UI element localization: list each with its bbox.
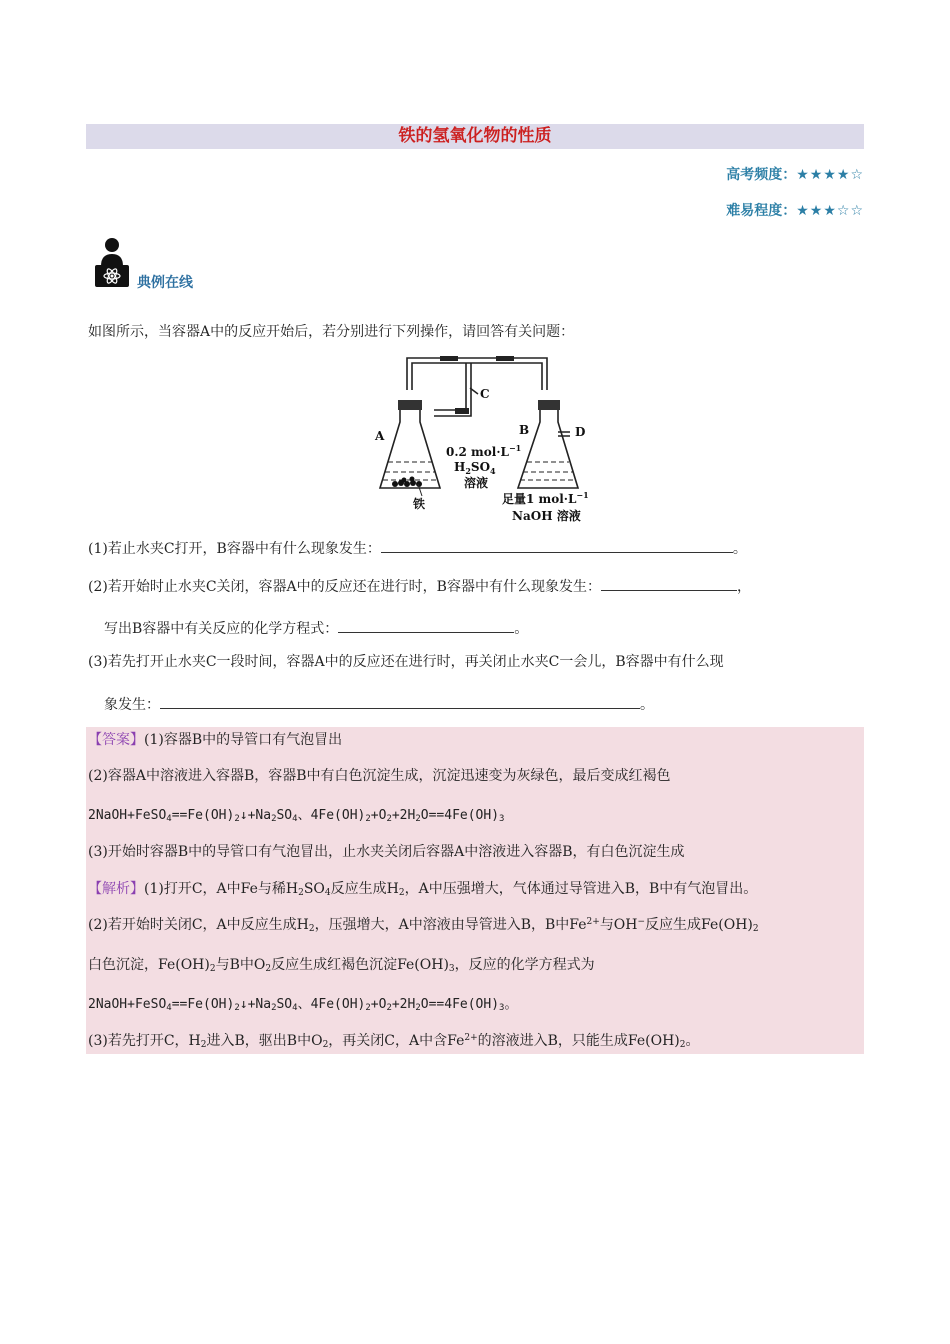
- question-intro: 如图所示，当容器A中的反应开始后，若分别进行下列操作，请回答有关问题：: [88, 324, 575, 340]
- analysis-equation: $2NaOH+FeSO_4==Fe(OH)_2↓+Na_2SO_4$、$4Fe(OH)_2+O_2+2H_2O==4Fe(OH)_3$。: [88, 997, 518, 1013]
- answer-tag: 【答案】: [88, 732, 144, 748]
- acid-solution-label: 溶液: [464, 476, 489, 490]
- label-c: C: [480, 387, 490, 401]
- analysis-line-5: (3)若先打开C，$H_2$进入B，驱出B中$O_2$，再关闭C，A中含$Fe^{2+}$的溶液进入B，只能生成$Fe(OH)_2$。: [88, 1033, 700, 1050]
- teacher-icon: [92, 236, 132, 290]
- answer-line-3: (3)开始时容器B中的导管口有气泡冒出，止水夹关闭后容器A中溶液进入容器B，有白色沉淀生成: [88, 844, 685, 860]
- acid-concentration-exponent: −1: [508, 443, 522, 453]
- analysis-line-2: (2)若开始时关闭C，A中反应生成$H_2$，压强增大，A中溶液由导管进入B，B中$Fe^{2+}$与OH−反应生成$Fe(OH)_2$: [88, 917, 759, 934]
- apparatus-diagram: [370, 350, 620, 526]
- svg-text:0.2 mol·L−1: [446, 443, 521, 459]
- svg-text:H2SO4: $H_2SO_4$: [454, 460, 496, 476]
- difficulty-rating: [726, 200, 864, 220]
- base-solution-label: NaOH 溶液: [512, 509, 581, 523]
- acid-concentration: 0.2 mol·L: [446, 445, 509, 459]
- answer-equation: $2NaOH+FeSO_4==Fe(OH)_2↓+Na_2SO_4$、$4Fe(OH)_2+O_2+2H_2O==4Fe(OH)_3$: [88, 808, 505, 824]
- analysis-tag: 【解析】: [88, 881, 144, 897]
- answer-blank-2[interactable]: [601, 576, 737, 591]
- label-d: D: [575, 425, 586, 439]
- page-title: 铁的氢氧化物的性质: [398, 126, 552, 146]
- question-1: (1)若止水夹C打开，B容器中有什么现象发生： 。: [88, 538, 747, 559]
- section-title: 典例在线: [137, 275, 193, 291]
- answer-line-1: 【答案】(1)容器B中的导管口有气泡冒出: [88, 732, 343, 748]
- question-2b: 写出B容器中有关反应的化学方程式： 。: [104, 618, 528, 639]
- answer-blank-1[interactable]: [381, 538, 733, 553]
- difficulty-label: 难易程度：: [726, 203, 797, 219]
- label-a: A: [375, 429, 385, 443]
- answer-blank-2b[interactable]: [338, 618, 514, 633]
- label-b: B: [519, 423, 530, 437]
- analysis-line-1: 【解析】(1)打开C，A中Fe与稀$H_2SO_4$反应生成$H_2$，A中压强增大，气体通过导管进入B，B中有气泡冒出。: [88, 881, 758, 898]
- svg-text:足量1 mol·L−1: 足量1 $mol\cdot L^{-1}$: [502, 490, 589, 506]
- frequency-rating: [726, 164, 864, 184]
- frequency-label: 高考频度：: [726, 167, 797, 183]
- title-bar: [86, 124, 864, 149]
- answer-blank-3[interactable]: [160, 694, 640, 709]
- question-3b: 象发生： 。: [104, 694, 654, 715]
- analysis-line-3: 白色沉淀，$Fe(OH)_2$与B中$O_2$反应生成红褐色沉淀$Fe(OH)_3$，反应的化学方程式为: [88, 957, 595, 974]
- frequency-stars: ★★★★☆: [796, 167, 864, 183]
- answer-line-2: (2)容器A中溶液进入容器B，容器B中有白色沉淀生成，沉淀迅速变为灰绿色，最后变成红褐色: [88, 768, 671, 784]
- difficulty-stars: ★★★☆☆: [796, 203, 864, 219]
- question-3: (3)若先打开止水夹C一段时间，容器A中的反应还在进行时，再关闭止水夹C一会儿，B容器中有什么现: [88, 654, 724, 670]
- base-concentration: 足量1 mol·L: [502, 492, 577, 506]
- question-2: (2)若开始时止水夹C关闭，容器A中的反应还在进行时，B容器中有什么现象发生： ，: [88, 576, 751, 597]
- iron-label: 铁: [413, 497, 426, 511]
